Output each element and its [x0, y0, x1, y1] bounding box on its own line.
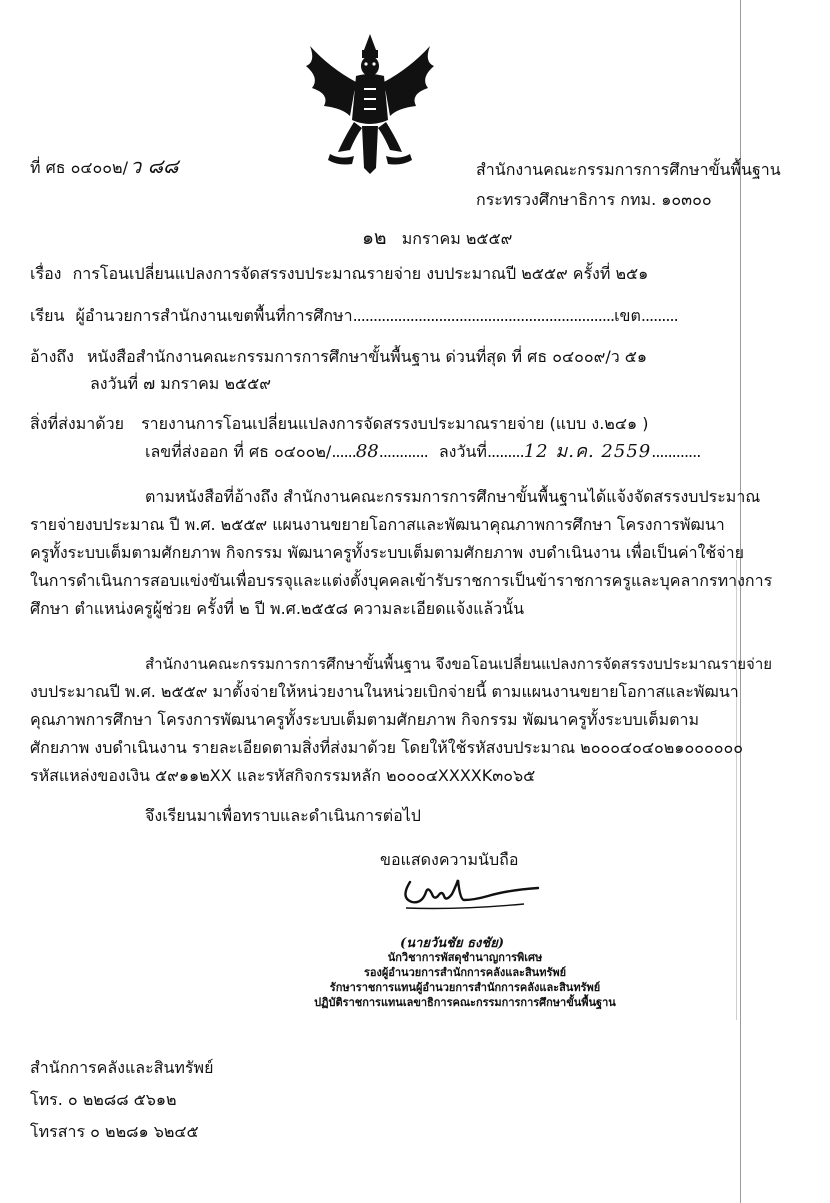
regards-text: ขอแสดงความนับถือ [380, 850, 519, 869]
body-paragraph-2 [30, 650, 790, 790]
paragraph-line: ครูทั้งระบบเต็มตามศักยภาพ กิจกรรม พัฒนาครูทั้งระบบเต็มตามศักยภาพ งบดำเนินงาน เพื่อเป็นค่าใช้จ่าย [30, 543, 745, 562]
subject-text: การโอนเปลี่ยนแปลงการจัดสรรงบประมาณรายจ่าย งบประมาณปี ๒๕๕๙ ครั้งที่ ๒๕๑ [72, 264, 649, 283]
recipient-line [30, 306, 678, 326]
reference-text-1: หนังสือสำนักงานคณะกรรมการการศึกษาขั้นพื้นฐาน ด่วนที่สุด ที่ ศธ ๐๔๐๐๙/ว ๕๑ [87, 347, 648, 366]
enclosure-label: สิ่งที่ส่งมาด้วย [30, 414, 124, 433]
enclosure-line-2 [145, 442, 700, 462]
signatory-name: (นายวันชัย ธงชัย) [400, 936, 504, 951]
org-address: กระทรวงศึกษาธิการ กทม. ๑๐๓๐๐ [476, 190, 712, 209]
signatory-title-2: รองผู้อำนวยการสำนักการคลังและสินทรัพย์ [363, 966, 567, 979]
subject-label: เรื่อง [30, 264, 62, 283]
footer-phone: โทร. ๐ ๒๒๘๘ ๕๖๑๒ [30, 1090, 177, 1109]
closing-request: จึงเรียนมาเพื่อทราบและดำเนินการต่อไป [145, 806, 421, 825]
footer-fax: โทรสาร ๐ ๒๒๘๑ ๖๒๔๕ [30, 1122, 199, 1141]
reference-text-2: ลงวันที่ ๗ มกราคม ๒๕๕๙ [90, 374, 271, 393]
reference-line-1 [30, 347, 647, 367]
body-paragraph-1 [30, 483, 790, 623]
date-day: ๑๒ [362, 227, 387, 249]
export-dots-c: ......... [486, 442, 524, 461]
org-name: สำนักงานคณะกรรมการการศึกษาขั้นพื้นฐาน [476, 160, 781, 179]
reference-label: อ้างถึง [30, 347, 74, 366]
paragraph-line: ศึกษา ตำแหน่งครูผู้ช่วย ครั้งที่ ๒ ปี พ.ศ.๒๕๕๘ ความละเอียดแจ้งแล้วนั้น [30, 599, 525, 618]
export-date-value: 12 ม.ค. 2559 [523, 441, 652, 462]
paragraph-line: สำนักงานคณะกรรมการการศึกษาขั้นพื้นฐาน จึงขอโอนเปลี่ยนแปลงการจัดสรรงบประมาณรายจ่าย [145, 655, 773, 673]
recipient-dots-2: ......... [640, 306, 678, 325]
export-number-prefix: เลขที่ส่งออก ที่ ศธ ๐๔๐๐๒/ [145, 442, 332, 461]
paragraph-line: ศักยภาพ งบดำเนินงาน รายละเอียดตามสิ่งที่ส่งมาด้วย โดยให้ใช้รหัสงบประมาณ ๒๐๐๐๔๐๔๐๒๑๐๐๐๐๐๐ [30, 738, 744, 757]
subject-line [30, 264, 648, 284]
signatory-titles [270, 950, 660, 1010]
signatory-title-1: นักวิชาการพัสดุชำนาญการพิเศษ [387, 951, 543, 964]
document-number [30, 156, 178, 178]
paragraph-line: รายจ่ายงบประมาณ ปี พ.ศ. ๒๕๕๙ แผนงานขยายโอกาสและพัฒนาคุณภาพการศึกษา โครงการพัฒนา [30, 515, 725, 534]
document-number-prefix: ที่ ศธ ๐๔๐๐๒/ [30, 158, 128, 177]
document-number-handwritten: ว ๘๘ [129, 154, 179, 178]
paragraph-line: รหัสแหล่งของเงิน ๕๙๑๑๒XX และรหัสกิจกรรมหลัก ๒๐๐๐๔XXXXK๓๐๖๕ [30, 766, 536, 785]
recipient-text: ผู้อำนวยการสำนักงานเขตพื้นที่การศึกษา [75, 306, 353, 325]
garuda-emblem-icon [290, 28, 450, 178]
document-date [362, 228, 512, 249]
date-month-year: มกราคม ๒๕๕๙ [401, 229, 513, 248]
paragraph-line: งบประมาณปี พ.ศ. ๒๕๕๙ มาตั้งจ่ายให้หน่วยงานในหน่วยเบิกจ่ายนี้ ตามแผนงานขยายโอกาสและพัฒนา [30, 682, 739, 701]
export-dots-b: ............ [378, 442, 428, 461]
signatory-title-3: รักษาราชการแทนผู้อำนวยการสำนักการคลังและสินทรัพย์ [329, 981, 601, 994]
enclosure-line-1 [30, 414, 648, 434]
export-dots-a: ...... [331, 442, 356, 461]
footer-office: สำนักการคลังและสินทรัพย์ [30, 1058, 214, 1077]
recipient-label: เรียน [30, 306, 65, 325]
enclosure-text-1: รายงานการโอนเปลี่ยนแปลงการจัดสรรงบประมาณรายจ่าย (แบบ ง.๒๔๑ ) [141, 414, 649, 433]
recipient-suffix: เขต [614, 306, 641, 325]
recipient-dots: ................................................................ [352, 306, 615, 325]
paragraph-line: ในการดำเนินการสอบแข่งขันเพื่อบรรจุและแต่งตั้งบุคคลเข้ารับราชการเป็นข้าราชการครูและบุคลากรทางการ [30, 571, 773, 590]
paragraph-line: ตามหนังสือที่อ้างถึง สำนักงานคณะกรรมการการศึกษาขั้นพื้นฐานได้แจ้งจัดสรรงบประมาณ [145, 487, 761, 506]
export-dots-d: ............ [651, 442, 701, 461]
paragraph-line: คุณภาพการศึกษา โครงการพัฒนาครูทั้งระบบเต็มตามศักยภาพ กิจกรรม พัฒนาครูทั้งระบบเต็มตาม [30, 710, 700, 729]
export-number-value: 88 [355, 441, 379, 462]
handwritten-signature [398, 870, 548, 912]
export-date-label: ลงวันที่ [438, 442, 487, 461]
signatory-title-4: ปฏิบัติราชการแทนเลขาธิการคณะกรรมการการศึกษาขั้นพื้นฐาน [314, 996, 616, 1009]
margin-line-faint [736, 560, 737, 1020]
